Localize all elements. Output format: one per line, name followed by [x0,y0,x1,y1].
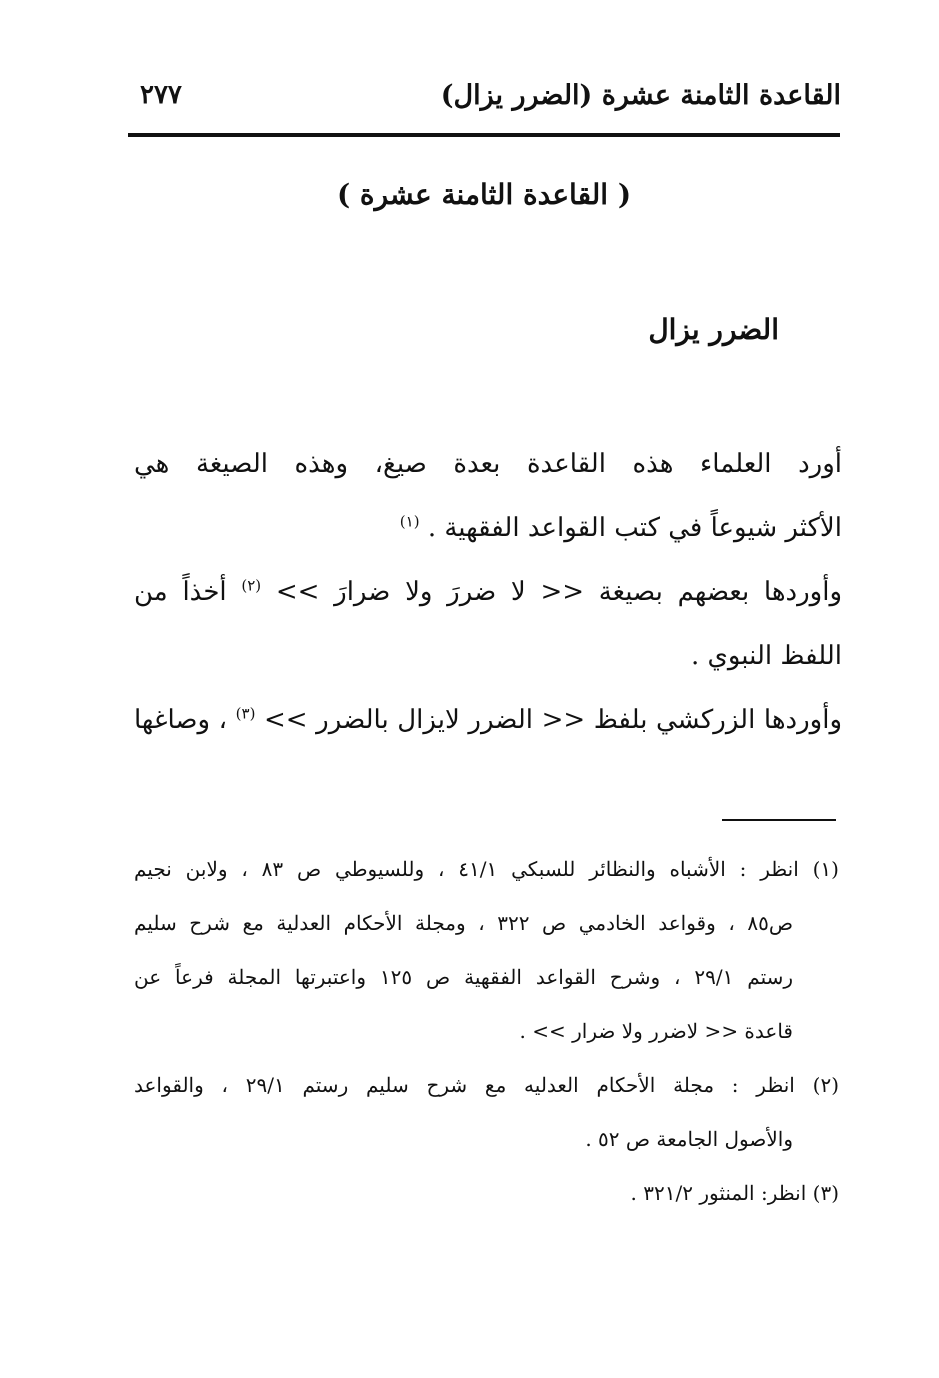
body-text-span: أخذاً من [134,577,227,607]
footnote-ref: (١) [399,512,420,531]
footnote-divider [722,819,836,821]
body-line [134,496,842,560]
footnote-line: والأصول الجامعة ص ٥٢ . [585,1127,793,1151]
rule-title: الضرر يزال [648,313,779,346]
body-text-span: الأكثر شيوعاً في كتب القواعد الفقهية . [427,513,842,543]
body-text-span: وأوردها الزركشي بلفظ << الضرر لايزال بالضرر >> [264,705,842,735]
footnote-line: (١) انظر : الأشباه والنظائر للسبكي ٤١/١ ، وللسيوطي ص ٨٣ ، ولابن نجيم [134,857,839,881]
body-text [134,432,842,752]
running-title: القاعدة الثامنة عشرة (الضرر يزال) [440,80,841,111]
footnote-line: (٢) انظر : مجلة الأحكام العدليه مع شرح سليم رستم ٢٩/١ ، والقواعد [134,1073,839,1097]
page-number: ٢٧٧ [140,80,182,110]
body-line [134,688,842,752]
body-text-span: وأوردها بعضهم بصيغة << لا ضررَ ولا ضرارَ >> [275,577,843,607]
footnote-ref: (٢) [241,576,262,595]
body-text-span: ، وصاغها [134,705,228,735]
header-divider [128,133,840,137]
footnotes [134,842,839,1220]
footnote-line: (٣) انظر: المنثور ٣٢١/٢ . [630,1181,839,1205]
chapter-heading: ( القاعدة الثامنة عشرة ) [336,178,632,211]
footnote-ref: (٣) [235,704,256,723]
body-line: أورد العلماء هذه القاعدة بعدة صيغ، وهذه الصيغة هي [134,449,842,479]
footnote-line: رستم ٢٩/١ ، وشرح القواعد الفقهية ص ١٢٥ واعتبرتها المجلة فرعاً عن [134,965,794,989]
footnote-line: قاعدة << لاضرر ولا ضرار >> . [519,1019,793,1043]
body-line: اللفظ النبوي . [691,641,842,671]
body-line [134,560,842,624]
footnote-line: ص٨٥ ، وقواعد الخادمي ص ٣٢٢ ، ومجلة الأحكام العدلية مع شرح سليم [134,911,793,935]
